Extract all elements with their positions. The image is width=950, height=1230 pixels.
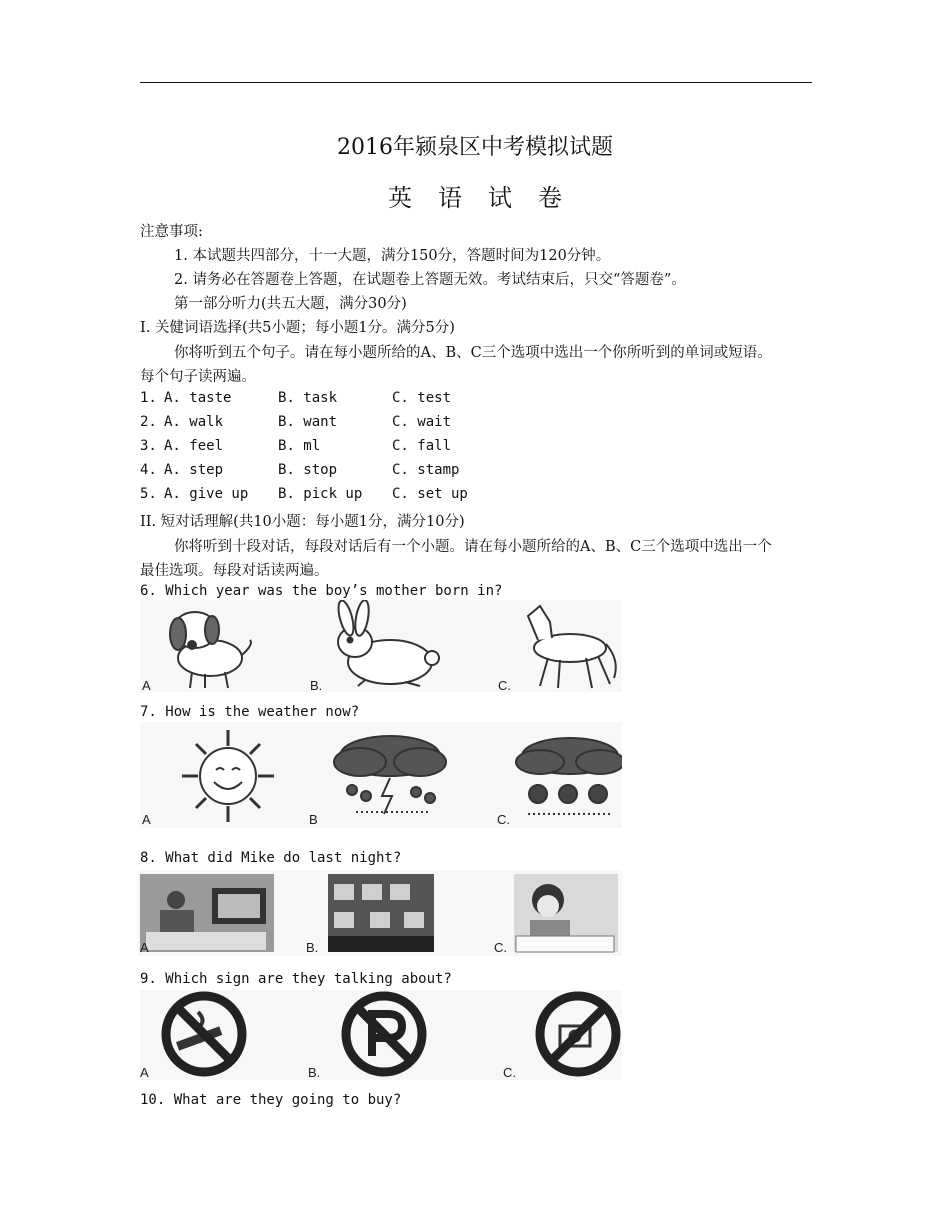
q6-pictures xyxy=(140,600,622,692)
q7-pictures xyxy=(140,722,622,828)
picture-label-b: B. xyxy=(310,678,323,693)
question-number: 3. xyxy=(140,438,157,454)
option-a: A. taste xyxy=(164,390,232,406)
section1-instruction-line1: 你将听到五个句子。请在每小题所给的A、B、C三个选项中选出一个你所听到的单词或短语。 xyxy=(174,345,772,361)
picture-label-b: B. xyxy=(308,1065,321,1080)
notice-heading: 注意事项: xyxy=(140,224,203,240)
section2-instruction-line1: 你将听到十段对话，每段对话后有一个小题。请在每小题所给的A、B、C三个选项中选出一个 xyxy=(174,539,772,555)
option-b: B. task xyxy=(278,390,338,406)
picture-label-c: C. xyxy=(498,678,511,693)
option-c: C. set up xyxy=(392,486,468,502)
picture-label-a: A xyxy=(140,940,149,955)
option-a: A. walk xyxy=(164,414,224,430)
question-6: 6. Which year was the boy’s mother born in? xyxy=(140,583,503,599)
question-10: 10. What are they going to buy? xyxy=(140,1092,402,1108)
watching-tv-photo xyxy=(140,874,274,952)
question-7: 7. How is the weather now? xyxy=(140,704,360,720)
picture-label-c: C. xyxy=(503,1065,516,1080)
option-b: B. stop xyxy=(278,462,338,478)
section2-heading: II. 短对话理解(共10小题：每小题1分，满分10分) xyxy=(140,514,465,530)
computer-room-photo xyxy=(328,874,434,952)
option-a: A. feel xyxy=(164,438,224,454)
question-number: 2. xyxy=(140,414,157,430)
exam-title: 2016年颍泉区中考模拟试题 xyxy=(337,135,613,160)
question-number: 4. xyxy=(140,462,157,478)
option-a: A. give up xyxy=(164,486,249,502)
option-c: C. fall xyxy=(392,438,452,454)
section2-instruction-line2: 最佳选项。每段对话读两遍。 xyxy=(140,563,329,579)
notice-item-1: 1. 本试题共四部分，十一大题，满分150分，答题时间为120分钟。 xyxy=(174,248,611,264)
picture-label-b: B xyxy=(309,812,318,827)
picture-label-a: A xyxy=(142,678,151,693)
part1-heading: 第一部分听力(共五大题，满分30分) xyxy=(174,296,407,312)
picture-label-a: A xyxy=(142,812,151,827)
option-b: B. pick up xyxy=(278,486,363,502)
picture-label-c: C. xyxy=(494,940,507,955)
section1-instruction-line2: 每个句子读两遍。 xyxy=(140,369,256,385)
q8-pictures xyxy=(138,870,622,956)
option-b: B. ml xyxy=(278,438,321,454)
picture-label-a: A xyxy=(140,1065,149,1080)
question-9: 9. Which sign are they talking about? xyxy=(140,971,452,987)
top-rule xyxy=(140,82,812,83)
question-number: 5. xyxy=(140,486,157,502)
option-c: C. stamp xyxy=(392,462,460,478)
option-c: C. wait xyxy=(392,414,452,430)
option-b: B. want xyxy=(278,414,338,430)
section1-heading: I. 关健词语选择(共5小题；每小题1分。满分5分) xyxy=(140,320,455,336)
notice-item-2: 2. 请务必在答题卷上答题，在试题卷上答题无效。考试结束后，只交“答题卷”。 xyxy=(174,272,686,288)
question-8: 8. What did Mike do last night? xyxy=(140,850,402,866)
option-c: C. test xyxy=(392,390,452,406)
exam-subtitle: 英语试卷 xyxy=(388,184,588,212)
picture-label-c: C. xyxy=(497,812,510,827)
option-a: A. step xyxy=(164,462,224,478)
boy-writing-photo xyxy=(514,874,618,952)
question-number: 1. xyxy=(140,390,157,406)
q9-pictures xyxy=(140,990,622,1080)
picture-label-b: B. xyxy=(306,940,319,955)
